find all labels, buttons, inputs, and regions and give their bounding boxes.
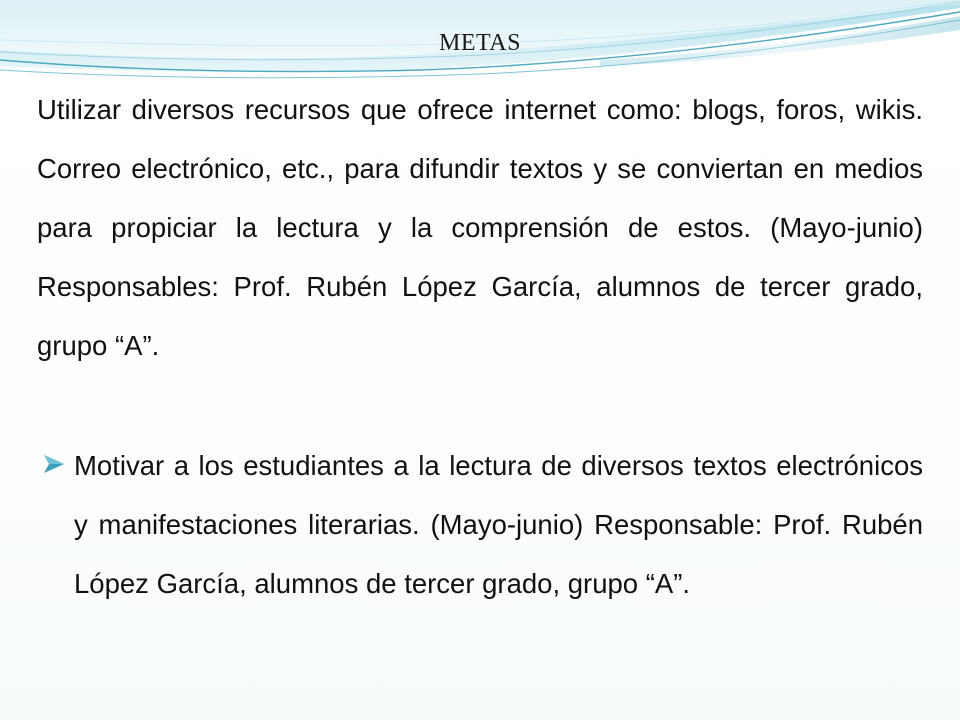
body-paragraph: Utilizar diversos recursos que ofrece internet como: blogs, foros, wikis. Correo electrónico, etc., para difundir textos y se conviertan en medios para propiciar la lectura y la comprensión de estos. (Mayo-junio) Responsables: Prof. Rubén López García, alumnos de tercer grado, grupo “A”.	[37, 94, 923, 361]
bullet-item	[37, 436, 923, 613]
arrow-bullet-icon	[43, 453, 65, 475]
slide-title: METAS	[439, 30, 521, 56]
bullet-text: Motivar a los estudiantes a la lectura de diversos textos electrónicos y manifestaciones literarias. (Mayo-junio) Responsable: Prof. Rubén López García, alumnos de tercer grado, grupo “A”.	[74, 450, 923, 599]
